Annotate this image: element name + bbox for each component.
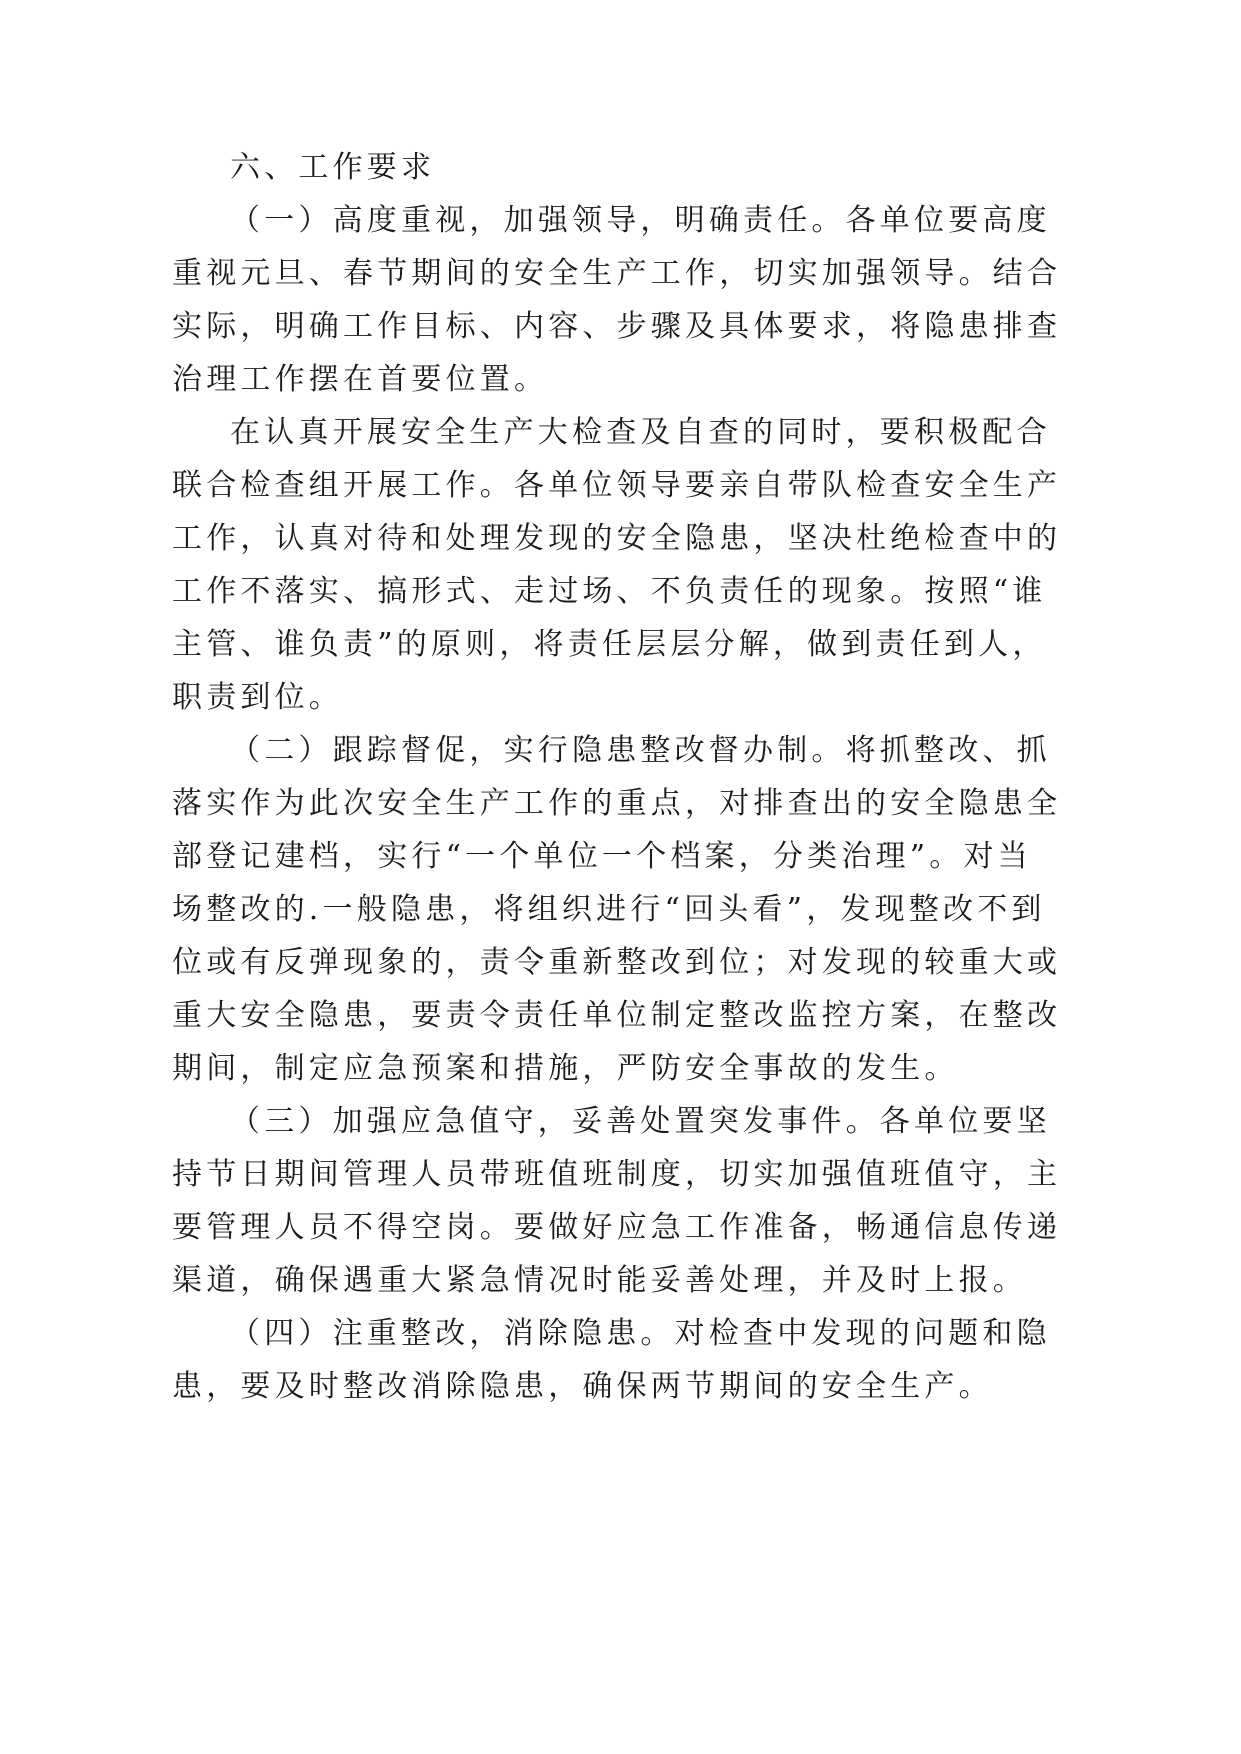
paragraph-line: 治理工作摆在首要位置。 (172, 362, 549, 397)
paragraph-line: 渠道，确保遇重大紧急情况时能妥善处理，并及时上报。 (172, 1263, 1027, 1298)
paragraph-line: 落实作为此次安全生产工作的重点，对排查出的安全隐患全 (172, 786, 1062, 821)
paragraph-line: 联合检查组开展工作。各单位领导要亲自带队检查安全生产 (172, 468, 1062, 503)
paragraph-line: （三）加强应急值守，妥善处置突发事件。各单位要坚 (230, 1104, 1051, 1139)
section-heading: 六、工作要求 (230, 150, 436, 185)
paragraph-line: 工作不落实、搞形式、走过场、不负责任的现象。按照“谁 (172, 574, 1047, 609)
paragraph-line: 职责到位。 (172, 680, 343, 715)
paragraph-line: 位或有反弹现象的，责令重新整改到位；对发现的较重大或 (172, 945, 1062, 980)
paragraph-line: 患，要及时整改消除隐患，确保两节期间的安全生产。 (172, 1369, 993, 1404)
paragraph-line: 部登记建档，实行“一个单位一个档案，分类治理”。对当 (172, 839, 1032, 874)
paragraph-line: 实际，明确工作目标、内容、步骤及具体要求，将隐患排查 (172, 309, 1062, 344)
paragraph-line: 在认真开展安全生产大检查及自查的同时，要积极配合 (230, 415, 1051, 450)
paragraph-line: 场整改的.一般隐患，将组织进行“回头看”，发现整改不到 (172, 892, 1046, 927)
paragraph-line: 持节日期间管理人员带班值班制度，切实加强值班值守，主 (172, 1157, 1062, 1192)
paragraph-line: 工作，认真对待和处理发现的安全隐患，坚决杜绝检查中的 (172, 521, 1062, 556)
paragraph-line: 要管理人员不得空岗。要做好应急工作准备，畅通信息传递 (172, 1210, 1062, 1245)
paragraph-line: （四）注重整改，消除隐患。对检查中发现的问题和隐 (230, 1316, 1051, 1351)
paragraph-line: （一）高度重视，加强领导，明确责任。各单位要高度 (230, 203, 1051, 238)
paragraph-line: 主管、谁负责”的原则，将责任层层分解，做到责任到人， (172, 627, 1047, 662)
paragraph-line: 重大安全隐患，要责令责任单位制定整改监控方案，在整改 (172, 998, 1062, 1033)
paragraph-line: （二）跟踪督促，实行隐患整改督办制。将抓整改、抓 (230, 733, 1051, 768)
paragraph-line: 期间，制定应急预案和措施，严防安全事故的发生。 (172, 1051, 959, 1086)
paragraph-line: 重视元旦、春节期间的安全生产工作，切实加强领导。结合 (172, 256, 1062, 291)
